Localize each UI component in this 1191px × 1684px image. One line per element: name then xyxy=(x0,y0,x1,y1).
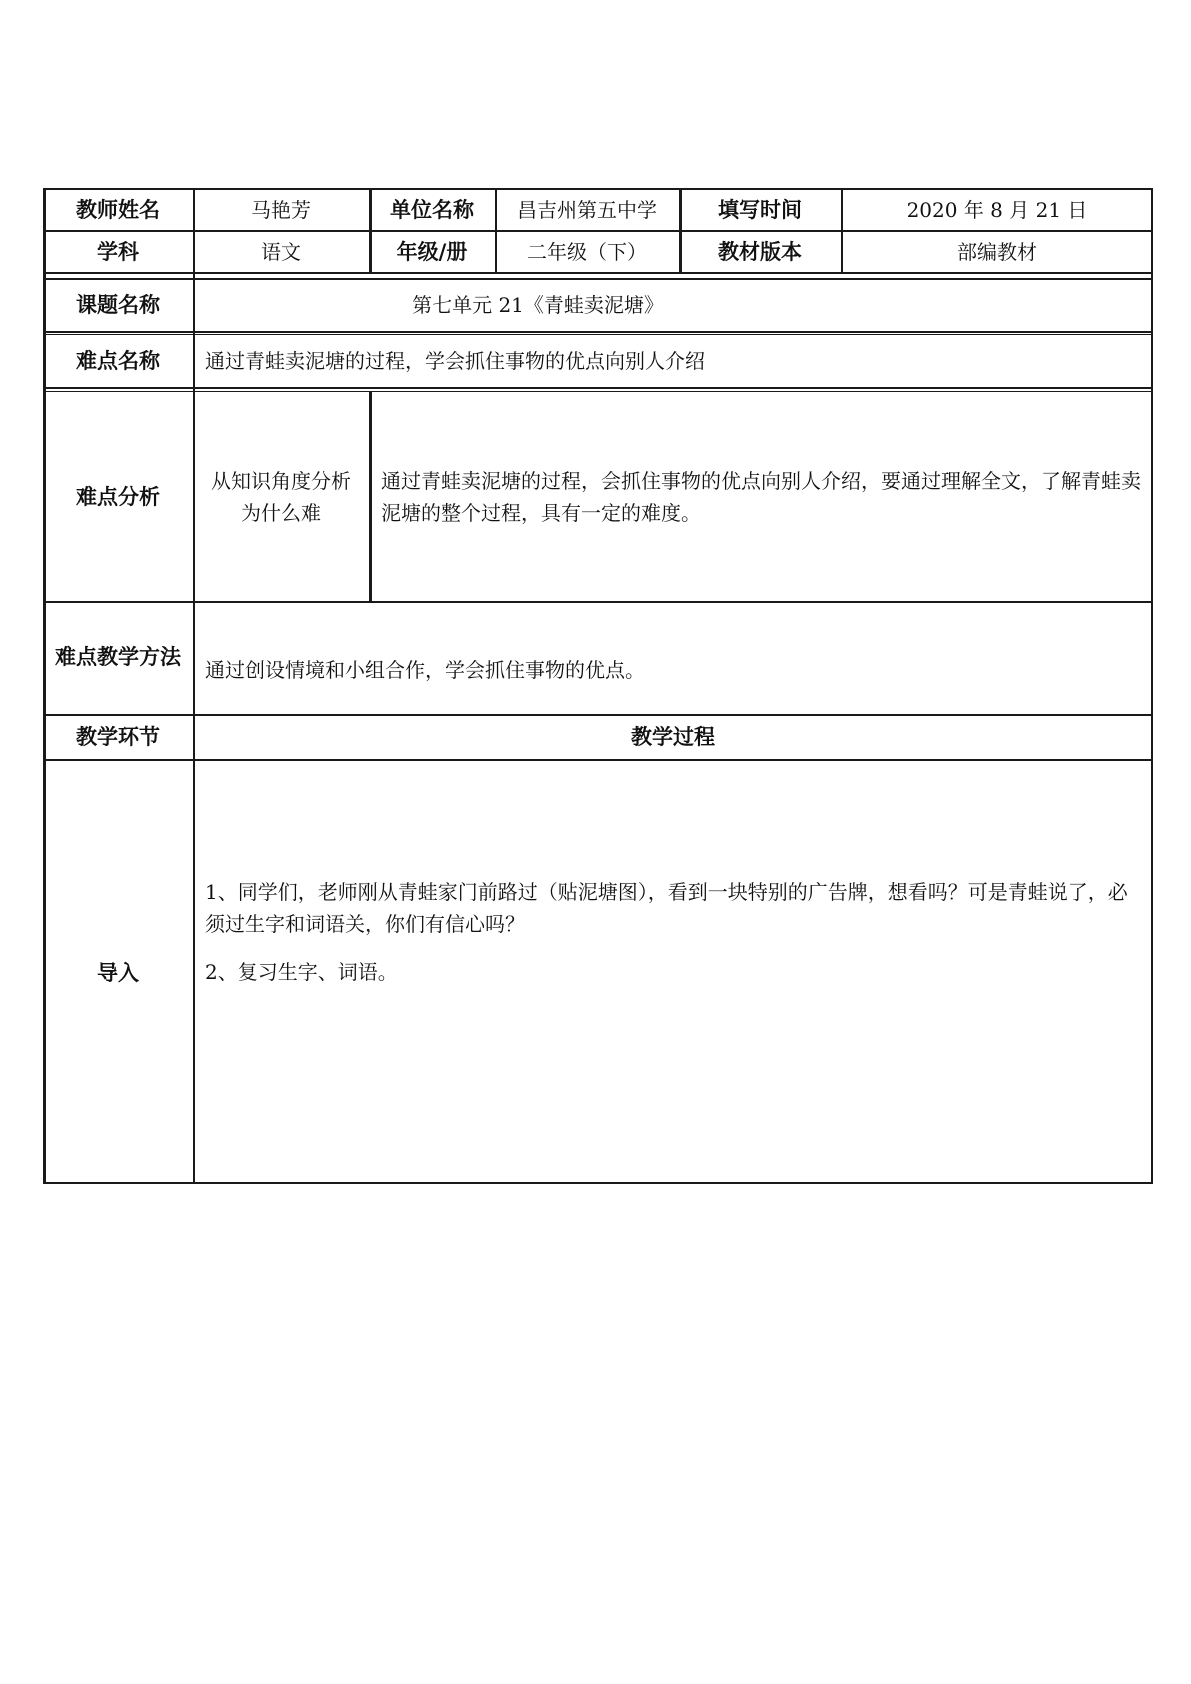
table-border xyxy=(43,188,46,1184)
grade-label: 年级/册 xyxy=(396,240,468,264)
method-label: 难点教学方法 xyxy=(55,645,181,669)
table-border xyxy=(193,188,195,1184)
lesson-plan-table xyxy=(43,188,1153,1184)
subject-label: 学科 xyxy=(97,240,139,264)
grade-value: 二年级（下） xyxy=(527,240,647,264)
fill-time-label: 填写时间 xyxy=(718,197,802,222)
stage-header: 教学环节 xyxy=(76,725,160,749)
fill-time-value: 2020 年 8 月 21 日 xyxy=(906,197,1088,222)
analysis-label: 难点分析 xyxy=(76,485,160,509)
table-border xyxy=(43,759,1153,761)
difficulty-value: 通过青蛙卖泥塘的过程，学会抓住事物的优点向别人介绍 xyxy=(205,349,705,373)
table-border xyxy=(841,188,843,274)
table-border xyxy=(43,391,1153,392)
stage-intro: 导入 xyxy=(97,960,139,985)
table-border xyxy=(43,278,1153,280)
method-value: 通过创设情境和小组合作，学会抓住事物的优点。 xyxy=(205,658,645,682)
edition-label: 教材版本 xyxy=(718,240,802,264)
table-border xyxy=(43,334,1153,335)
edition-value: 部编教材 xyxy=(957,240,1037,264)
difficulty-label: 难点名称 xyxy=(76,349,160,373)
table-border xyxy=(43,188,1153,190)
table-border xyxy=(369,392,372,602)
subject-value: 语文 xyxy=(261,240,301,264)
intro-paragraph-1: 1、同学们，老师刚从青蛙家门前路过（贴泥塘图），看到一块特别的广告牌，想看吗？可是青蛙说了，必须过生字和词语关，你们有信心吗？ xyxy=(205,880,1128,936)
topic-label: 课题名称 xyxy=(76,293,160,317)
table-border xyxy=(495,188,497,274)
process-header: 教学过程 xyxy=(631,725,715,749)
table-border xyxy=(43,387,1153,389)
table-border xyxy=(43,1182,1153,1184)
table-border xyxy=(369,188,372,274)
table-border xyxy=(1151,188,1153,1184)
unit-name-value: 昌吉州第五中学 xyxy=(517,197,657,222)
teacher-name-label: 教师姓名 xyxy=(76,197,160,222)
analysis-text: 通过青蛙卖泥塘的过程，会抓住事物的优点向别人介绍，要通过理解全文，了解青蛙卖泥塘的整个过程，具有一定的难度。 xyxy=(381,469,1141,525)
table-border xyxy=(43,272,1153,274)
table-border xyxy=(43,230,1153,232)
intro-paragraph-2: 2、复习生字、词语。 xyxy=(205,960,398,984)
table-border xyxy=(43,714,1153,716)
topic-text: 第七单元 21《青蛙卖泥塘》 xyxy=(412,293,664,317)
teacher-name-value: 马艳芳 xyxy=(251,197,311,222)
table-border xyxy=(43,601,1153,603)
table-border xyxy=(43,331,1153,333)
unit-name-label: 单位名称 xyxy=(390,197,474,222)
analysis-sublabel: 从知识角度分析为什么难 xyxy=(211,469,351,525)
table-border xyxy=(679,188,682,274)
topic-value xyxy=(193,279,1153,331)
